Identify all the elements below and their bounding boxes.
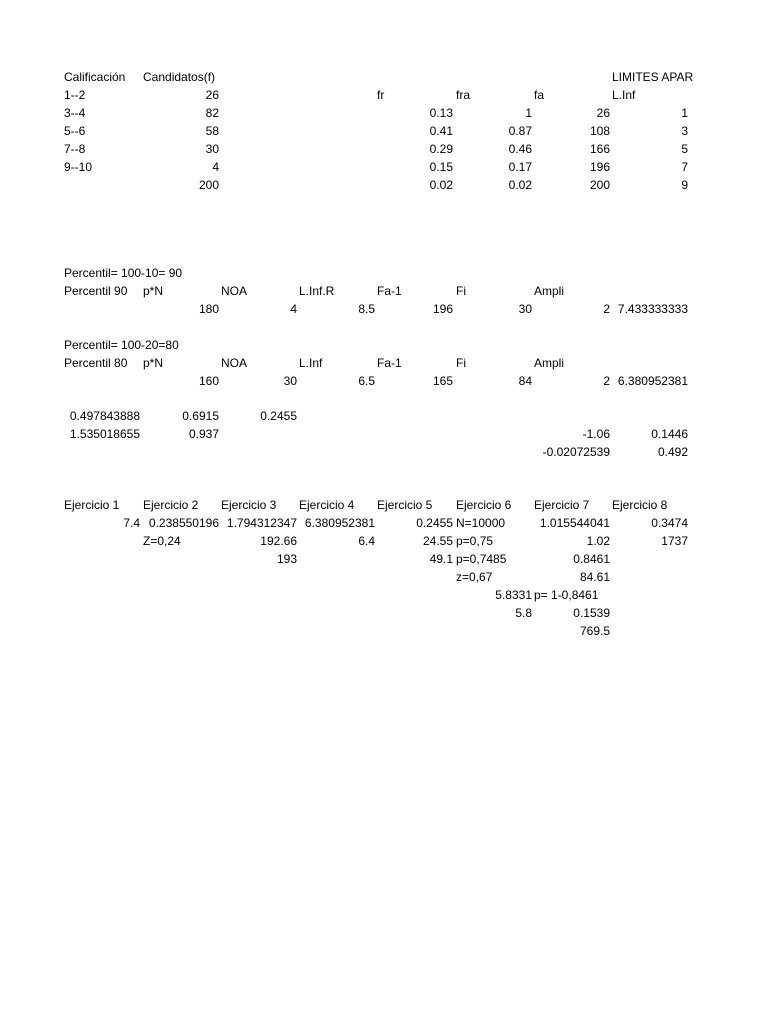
header-ejercicio-1: Ejercicio 1	[64, 498, 120, 512]
ej7-value: 84.61	[579, 570, 610, 584]
ej4-value: 6.380952381	[304, 516, 375, 530]
header-fr: fr	[377, 88, 385, 102]
header-candidatos: Candidatos(f)	[143, 70, 216, 84]
cell-fr: 0.13	[429, 106, 453, 120]
cell-fra: 0.17	[508, 160, 532, 174]
percentil-90-formula: Percentil= 100-10= 90	[64, 266, 183, 280]
header-ejercicio-8: Ejercicio 8	[612, 498, 668, 512]
header-calificacion: Calificación	[64, 70, 126, 84]
header-fa-1: Fa-1	[377, 356, 402, 370]
ej7-value: 0.1539	[573, 606, 610, 620]
cell-fra: 0.87	[508, 124, 532, 138]
cell-fa: 26	[596, 106, 610, 120]
header-ejercicio-6: Ejercicio 6	[456, 498, 512, 512]
ej5-value: 24.55	[422, 534, 453, 548]
header-fi: Fi	[456, 356, 466, 370]
ej7-value: 769.5	[579, 624, 610, 638]
ej6-value: 5.8	[515, 606, 532, 620]
header-ejercicio-5: Ejercicio 5	[377, 498, 433, 512]
cell-fa: 108	[589, 124, 610, 138]
value-linf: 6.5	[358, 374, 375, 388]
percentil-80-formula: Percentil= 100-20=80	[64, 338, 179, 352]
value-percentil-90-result: 7.433333333	[617, 302, 688, 316]
ej2-value: 0.238550196	[148, 516, 219, 530]
value-noa: 4	[290, 302, 297, 316]
value-cell: -0.02072539	[542, 445, 610, 459]
ej3-value: 1.794312347	[226, 516, 297, 530]
value-linf-r: 8.5	[358, 302, 375, 316]
value-percentil-80-result: 6.380952381	[617, 374, 688, 388]
cell-linf: 1	[681, 106, 688, 120]
value-ampli: 2	[603, 374, 610, 388]
cell-class-5-6: 5--6	[64, 124, 86, 138]
cell-candidatos-total: 200	[198, 178, 219, 192]
value-fa-1: 165	[432, 374, 453, 388]
ej8-value: 1737	[661, 534, 688, 548]
ej6-value: N=10000	[456, 516, 506, 530]
header-limites-apar: LIMITES APAR	[612, 70, 694, 84]
ej7-value: 0.8461	[573, 552, 610, 566]
header-ampli: Ampli	[534, 356, 565, 370]
value-cell: 0.492	[657, 445, 688, 459]
ej7-value: 1.015544041	[539, 516, 610, 530]
cell-linf: 5	[681, 142, 688, 156]
value-noa: 30	[283, 374, 297, 388]
cell-candidatos-4: 4	[212, 160, 219, 174]
cell-fa: 200	[589, 178, 610, 192]
header-fa: fa	[534, 88, 545, 102]
header-noa: NOA	[221, 356, 248, 370]
ej6-value: p=0,75	[456, 534, 494, 548]
ej5-value: 49.1	[429, 552, 453, 566]
header-ejercicio-3: Ejercicio 3	[221, 498, 277, 512]
value-pn: 180	[198, 302, 219, 316]
cell-fra: 1	[525, 106, 532, 120]
value-ampli: 2	[603, 302, 610, 316]
cell-class-1-2: 1--2	[64, 88, 86, 102]
header-ejercicio-7: Ejercicio 7	[534, 498, 590, 512]
ej6-value: z=0,67	[456, 570, 493, 584]
ej6-value: 5.8331	[495, 588, 532, 602]
ej8-value: 0.3474	[651, 516, 688, 530]
header-noa: NOA	[221, 284, 248, 298]
cell-candidatos-30: 30	[205, 142, 219, 156]
ej7-value: 1.02	[586, 534, 610, 548]
cell-class-7-8: 7--8	[64, 142, 86, 156]
header-ampli: Ampli	[534, 284, 565, 298]
value-cell: 0.6915	[182, 409, 219, 423]
cell-fa: 166	[589, 142, 610, 156]
ej4-value: 6.4	[358, 534, 375, 548]
value-cell: 0.497843888	[69, 409, 140, 423]
cell-class-9-10: 9--10	[64, 160, 93, 174]
header-fa-1: Fa-1	[377, 284, 402, 298]
value-cell: 0.2455	[260, 409, 297, 423]
header-pn: p*N	[143, 284, 164, 298]
ej2-value: Z=0,24	[143, 534, 181, 548]
value-cell: -1.06	[582, 427, 610, 441]
ej3-value: 192.66	[260, 534, 297, 548]
value-fi: 30	[518, 302, 532, 316]
cell-candidatos-26: 26	[205, 88, 219, 102]
value-pn: 160	[198, 374, 219, 388]
cell-candidatos-82: 82	[205, 106, 219, 120]
header-linf-r: L.Inf.R	[299, 284, 335, 298]
label-percentil-80: Percentil 80	[64, 356, 128, 370]
ej1-value: 7.4	[123, 516, 140, 530]
header-pn: p*N	[143, 356, 164, 370]
cell-linf: 9	[681, 178, 688, 192]
cell-linf: 7	[681, 160, 688, 174]
header-ejercicio-4: Ejercicio 4	[299, 498, 355, 512]
cell-fa: 196	[589, 160, 610, 174]
value-fi: 84	[518, 374, 532, 388]
ej7-value: p= 1-0,8461	[534, 588, 599, 602]
header-linf: L.Inf	[612, 88, 636, 102]
cell-fra: 0.46	[508, 142, 532, 156]
value-fa-1: 196	[432, 302, 453, 316]
cell-fr: 0.15	[429, 160, 453, 174]
value-cell: 0.937	[188, 427, 219, 441]
ej5-value: 0.2455	[416, 516, 453, 530]
label-percentil-90: Percentil 90	[64, 284, 128, 298]
ej3-value: 193	[276, 552, 297, 566]
cell-candidatos-58: 58	[205, 124, 219, 138]
ej6-value: p=0,7485	[456, 552, 507, 566]
value-cell: 0.1446	[651, 427, 688, 441]
value-cell: 1.535018655	[69, 427, 140, 441]
cell-linf: 3	[681, 124, 688, 138]
cell-fr: 0.29	[429, 142, 453, 156]
cell-fr: 0.02	[429, 178, 453, 192]
header-fra: fra	[456, 88, 471, 102]
cell-class-3-4: 3--4	[64, 106, 86, 120]
header-fi: Fi	[456, 284, 466, 298]
cell-fra: 0.02	[508, 178, 532, 192]
header-ejercicio-2: Ejercicio 2	[143, 498, 199, 512]
header-linf: L.Inf	[299, 356, 323, 370]
cell-fr: 0.41	[429, 124, 453, 138]
